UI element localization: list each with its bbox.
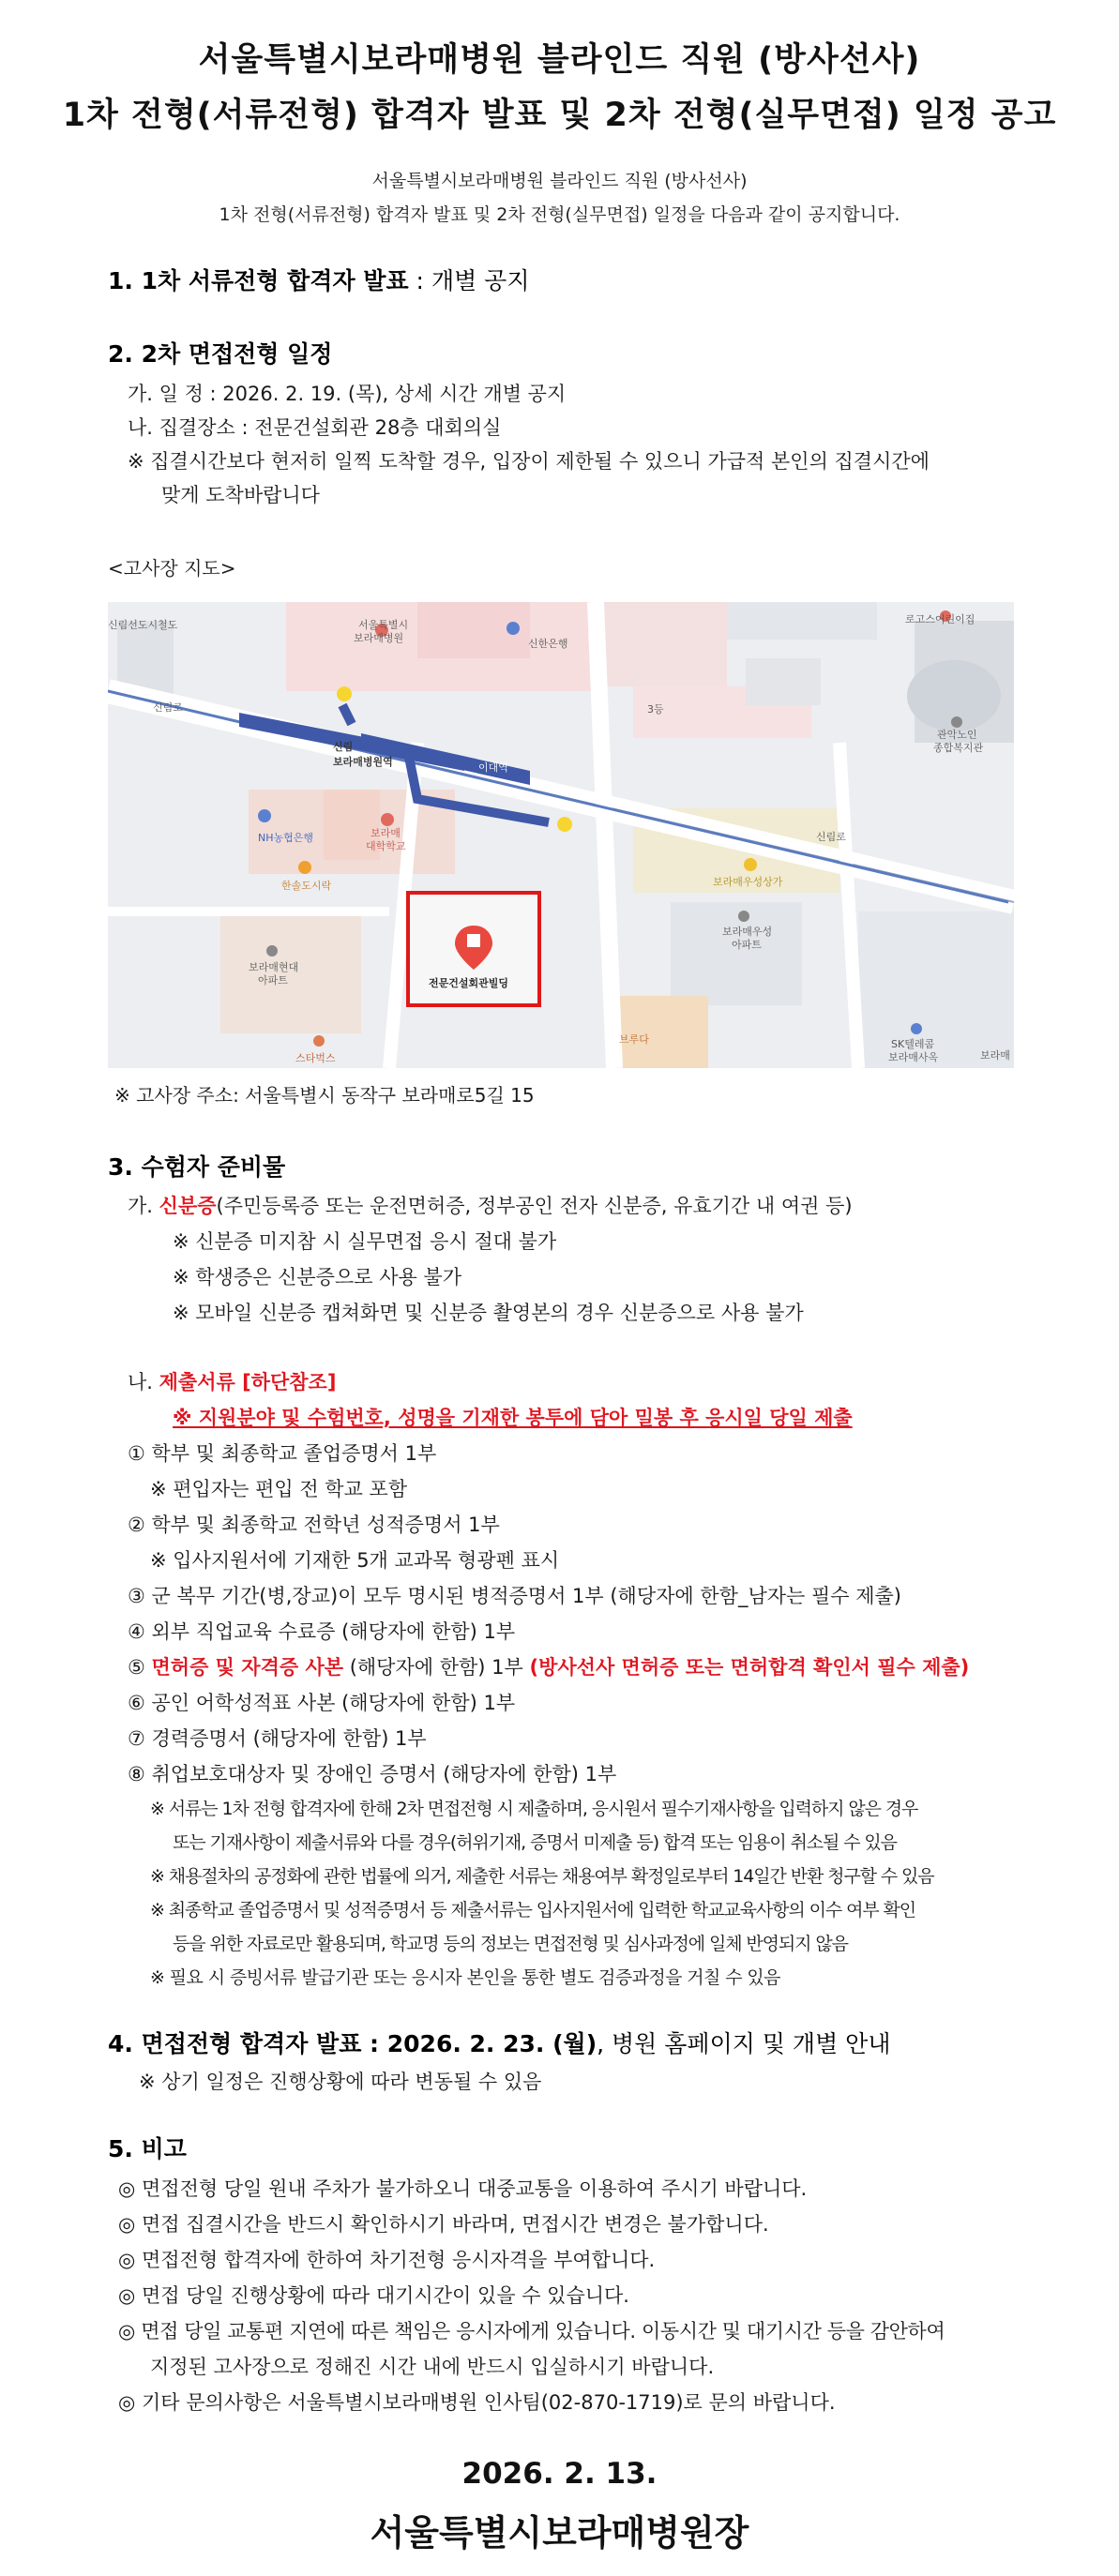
interview-place: 나. 집결장소 : 전문건설회관 28층 대회의실 (128, 416, 502, 439)
doc-item-8: ⑧ 취업보호대상자 및 장애인 증명서 (해당자에 한함) 1부 (128, 1763, 617, 1785)
section1-heading (108, 263, 530, 296)
map-label-univ-2: 대학학교 (366, 840, 406, 852)
map-label-bora-right: 보라매 (980, 1049, 1010, 1062)
map-label-nh: NH농협은행 (258, 832, 314, 844)
section4-detail: , 병원 홈페이지 및 개별 안내 (597, 2030, 891, 2057)
issuer-name: 서울특별시보라매병원장 (370, 2512, 749, 2553)
doc-item-5-label: 면허증 및 자격증 사본 (151, 1656, 344, 1679)
id-requirement (128, 1191, 853, 1219)
map-label-sillim-line: 신림선도시철도 (108, 619, 178, 631)
doc-item-2: ② 학부 및 최종학교 전학년 성적증명서 1부 (128, 1514, 500, 1536)
doc-note-1: ※ 서류는 1차 전형 합격자에 한해 2차 면접전형 시 제출하며, 응시원서 필수기재사항을 입력하지 않은 경우 (150, 1799, 918, 1819)
map-label-logo: 로고스어린이집 (905, 613, 975, 625)
documents-heading (128, 1367, 336, 1395)
id-note-1: ※ 신분증 미지참 시 실무면접 응시 절대 불가 (173, 1230, 557, 1253)
doc-item-6: ⑥ 공인 어학성적표 사본 (해당자에 한함) 1부 (128, 1692, 516, 1714)
doc-note-3-cont: 등을 위한 자료로만 활용되며, 학교명 등의 정보는 면접전형 및 심사과정에 일체 반영되지 않음 (173, 1934, 848, 1954)
doc-item-1: ① 학부 및 최종학교 졸업증명서 1부 (128, 1442, 437, 1465)
map-label-hansol: 한솔도시락 (281, 880, 332, 892)
map-label-station-2: 보라매병원역 (333, 756, 393, 768)
map-label-road1: 신림로 (153, 701, 183, 714)
map-label-station-1: 신림 (333, 741, 354, 753)
map-label-starbucks: 스타벅스 (295, 1052, 336, 1064)
doc-note-3: ※ 최종학교 졸업증명서 및 성적증명서 등 제출서류는 입사지원서에 입력한 학교교육사항의 이수 여부 확인 (150, 1900, 916, 1921)
notice-date: 2026. 2. 13. (461, 2457, 658, 2491)
documents-note: ※ 지원분야 및 수험번호, 성명을 기재한 봉투에 담아 밀봉 후 응시일 당일 제출 (173, 1407, 853, 1429)
doc-note-4: ※ 필요 시 증빙서류 발급기관 또는 응시자 본인을 통한 별도 검증과정을 거칠 수 있음 (150, 1967, 780, 1988)
remark-5-cont: 지정된 고사장으로 정해진 시간 내에 반드시 입실하시기 바랍니다. (150, 2356, 715, 2378)
documents-label: 제출서류 [하단참조] (159, 1371, 337, 1393)
map-label-welfare-1: 관악노인 (937, 729, 977, 741)
map-label-hospital-1: 서울특별시 (358, 619, 409, 631)
remark-1: ◎ 면접전형 당일 원내 주차가 불가하오니 대중교통을 이용하여 주시기 바랍니다. (118, 2177, 808, 2200)
section2-heading: 2. 2차 면접전형 일정 (108, 340, 333, 368)
id-label: 신분증 (159, 1195, 217, 1217)
doc-item-5 (128, 1652, 969, 1680)
remark-6: ◎ 기타 문의사항은 서울특별시보라매병원 인사팀(02-870-1719)로 문의 바랍니다. (118, 2391, 836, 2414)
doc-item-7: ⑦ 경력증명서 (해당자에 한함) 1부 (128, 1727, 427, 1750)
doc-item-1-note: ※ 편입자는 편입 전 학교 포함 (150, 1478, 408, 1500)
map-label-univ-1: 보라매 (370, 827, 401, 839)
intro-line1: 서울특별시보라매병원 블라인드 직원 (방사선사) (371, 171, 748, 191)
section4-note: ※ 상기 일정은 진행상황에 따라 변동될 수 있음 (139, 2071, 542, 2093)
page-title-line1: 서울특별시보라매병원 블라인드 직원 (방사선사) (198, 41, 921, 79)
map-caption: <고사장 지도> (108, 557, 236, 580)
map-label-road2: 신림로 (816, 831, 846, 843)
id-note-3: ※ 모바일 신분증 캡쳐화면 및 신분증 촬영본의 경우 신분증으로 사용 불가 (173, 1302, 804, 1324)
doc-item-5-num: ⑤ (128, 1656, 152, 1679)
map-label-apt1-2: 아파트 (258, 974, 288, 987)
map-label-mall: 보라매우성상가 (713, 876, 783, 888)
section5-heading: 5. 비고 (108, 2135, 187, 2162)
id-detail: (주민등록증 또는 운전면허증, 정부공인 전자 신분증, 유효기간 내 여권 등) (216, 1195, 853, 1217)
doc-item-5-required: (방사선사 면허증 또는 면허합격 확인서 필수 제출) (529, 1656, 970, 1679)
section4-heading (108, 2026, 890, 2059)
arrival-note-cont: 맞게 도착바랍니다 (161, 484, 320, 506)
doc-item-4: ④ 외부 직업교육 수료증 (해당자에 한함) 1부 (128, 1620, 516, 1643)
id-prefix: 가. (128, 1195, 159, 1217)
section3-heading: 3. 수험자 준비물 (108, 1153, 286, 1181)
intro-line2: 1차 전형(서류전형) 합격자 발표 및 2차 전형(실무면접) 일정을 다음과 같이 공지합니다. (219, 204, 900, 225)
map-label-apt1-1: 보라매현대 (249, 961, 299, 973)
map-label-road3: 3등 (647, 703, 664, 716)
map-label-line-tag: 이대역 (478, 761, 508, 774)
documents-prefix: 나. (128, 1371, 159, 1393)
map-label-brand: 브루다 (619, 1033, 649, 1046)
remark-4: ◎ 면접 당일 진행상황에 따라 대기시간이 있을 수 있습니다. (118, 2284, 629, 2307)
section1-colon: : (408, 267, 431, 294)
map-label-shinhan: 신한은행 (528, 638, 568, 650)
remark-2: ◎ 면접 집결시간을 반드시 확인하시기 바라며, 면접시간 변경은 불가합니다. (118, 2213, 769, 2236)
remark-5: ◎ 면접 당일 교통편 지연에 따른 책임은 응시자에게 있습니다. 이동시간 및 대기시간 등을 감안하여 (118, 2320, 945, 2343)
doc-note-1-cont: 또는 기재사항이 제출서류와 다를 경우(허위기재, 증명서 미제출 등) 합격 또는 임용이 취소될 수 있음 (173, 1832, 897, 1853)
doc-item-2-note: ※ 입사지원서에 기재한 5개 교과목 형광펜 표시 (150, 1549, 560, 1572)
map-label-hospital-2: 보라매병원 (354, 632, 404, 644)
section4-title: 4. 면접전형 합격자 발표 : 2026. 2. 23. (월) (108, 2030, 597, 2057)
map-label-sk-1: SK텔레콤 (891, 1038, 935, 1050)
map-address: ※ 고사장 주소: 서울특별시 동작구 보라매로5길 15 (114, 1084, 535, 1107)
exam-site-map (108, 602, 1014, 1068)
map-label-sk-2: 보라매사옥 (888, 1051, 939, 1063)
arrival-note: ※ 집결시간보다 현저히 일찍 도착할 경우, 입장이 제한될 수 있으니 가급적 본인의 집결시간에 (128, 450, 930, 473)
doc-note-2: ※ 채용절차의 공정화에 관한 법률에 의거, 제출한 서류는 채용여부 확정일로부터 14일간 반환 청구할 수 있음 (150, 1866, 934, 1887)
map-label-apt2-1: 보라매우성 (722, 926, 773, 938)
doc-item-3: ③ 군 복무 기간(병,장교)이 모두 명시된 병적증명서 1부 (해당자에 한함_남자는 필수 제출) (128, 1585, 901, 1607)
remark-3: ◎ 면접전형 합격자에 한하여 차기전형 응시자격을 부여합니다. (118, 2249, 656, 2271)
section1-value: 개별 공지 (431, 267, 530, 294)
doc-item-5-mid: (해당자에 한함) 1부 (343, 1656, 530, 1679)
id-note-2: ※ 학생증은 신분증으로 사용 불가 (173, 1266, 462, 1288)
map-label-target: 전문건설회관빌딩 (429, 977, 509, 989)
interview-date: 가. 일 정 : 2026. 2. 19. (목), 상세 시간 개별 공지 (128, 383, 567, 405)
map-label-apt2-2: 아파트 (732, 939, 762, 951)
page-title-line2: 1차 전형(서류전형) 합격자 발표 및 2차 전형(실무면접) 일정 공고 (62, 97, 1057, 134)
map-label-welfare-2: 종합복지관 (933, 742, 984, 754)
section1-title: 1. 1차 서류전형 합격자 발표 (108, 267, 409, 294)
